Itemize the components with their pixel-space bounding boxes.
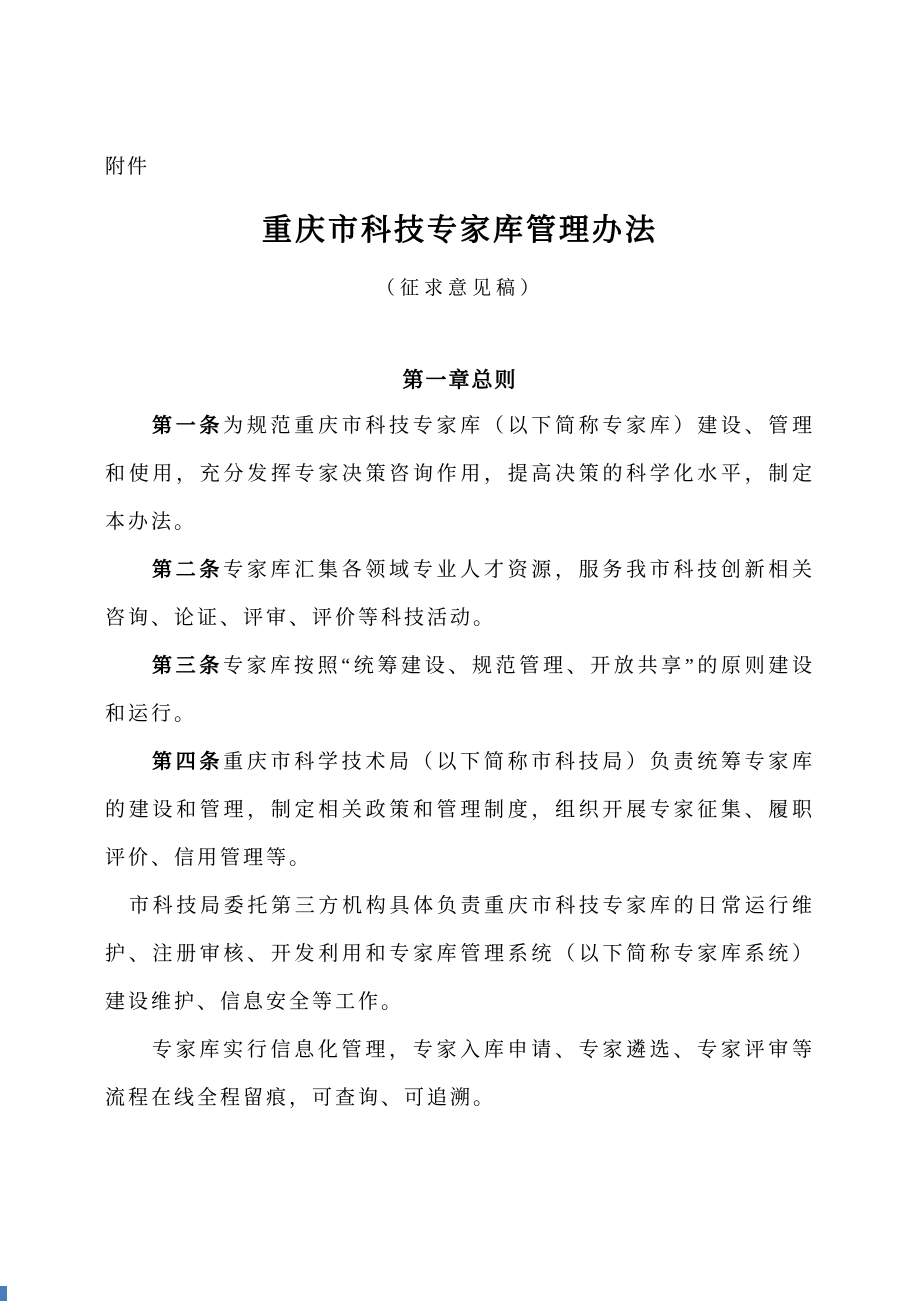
- attachment-label: 附件: [105, 156, 149, 178]
- paragraph-text: 专家库汇集各领域专业人才资源，服务我市科技创新相关咨询、论证、评审、评价等科技活动。: [105, 559, 816, 629]
- paragraph-lead: 第一条: [152, 415, 224, 437]
- paragraph-text: 市科技局委托第三方机构具体负责重庆市科技专家库的日常运行维护、注册审核、开发利用和专家库管理系统（以下简称专家库系统）建设维护、信息安全等工作。: [105, 895, 815, 1013]
- paragraph: [105, 738, 815, 882]
- paragraph-lead: 第三条: [152, 655, 223, 677]
- paragraph-text: 重庆市科学技术局（以下简称市科技局）负责统筹专家库的建设和管理，制定相关政策和管理制度，组织开展专家征集、履职评价、信用管理等。: [105, 751, 816, 869]
- chapter-heading: 第一章总则: [402, 369, 518, 392]
- paragraph-lead: 第二条: [152, 559, 224, 581]
- paragraph-text: 专家库实行信息化管理，专家入库申请、专家遴选、专家评审等流程在线全程留痕，可查询、可追溯。: [105, 1039, 815, 1109]
- paragraph: [105, 882, 815, 1026]
- paragraph-text: 专家库按照“统筹建设、规范管理、开放共享”的原则建设和运行。: [105, 655, 816, 725]
- document-title: 重庆市科技专家库管理办法: [262, 214, 658, 247]
- document-subtitle: （征求意见稿）: [375, 278, 544, 299]
- paragraph: [105, 642, 815, 738]
- paragraph: [105, 546, 815, 642]
- paragraph: [105, 402, 815, 546]
- paragraph: [105, 1026, 815, 1122]
- screen-corner-artifact: [0, 1286, 7, 1301]
- paragraph-text: 为规范重庆市科技专家库（以下简称专家库）建设、管理和使用，充分发挥专家决策咨询作用，提高决策的科学化水平，制定本办法。: [105, 415, 816, 533]
- paragraph-lead: 第四条: [152, 751, 224, 773]
